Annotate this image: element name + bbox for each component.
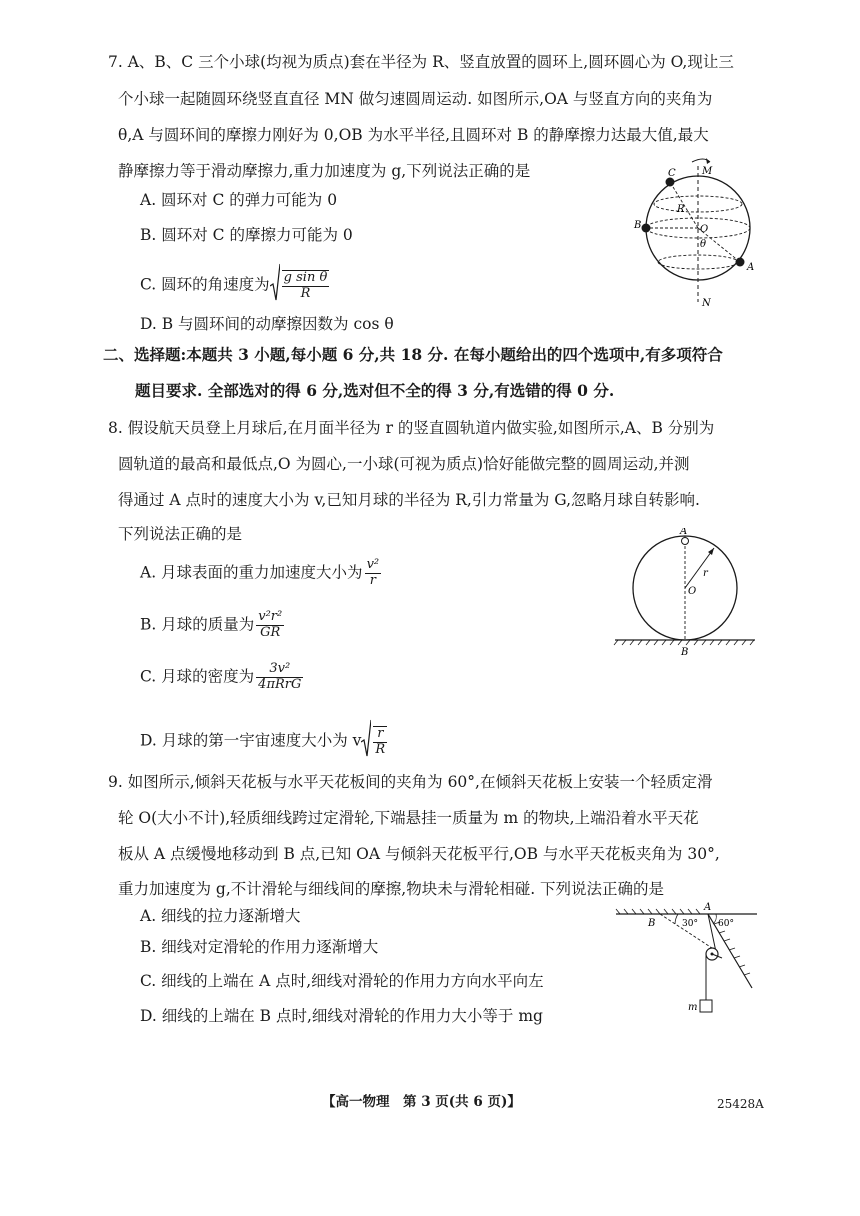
q8-label-o: O (688, 586, 697, 597)
q8-line-1: 8. 假设航天员登上月球后,在月面半径为 r 的竖直圆轨道内做实验,如图所示,A、B 分别为 (108, 419, 715, 437)
q7-option-c-denominator: R (300, 285, 311, 301)
section-2-heading-line-1: 二、选择题:本题共 3 小题,每小题 6 分,共 18 分. 在每小题给出的四个选项中,有多项符合 (103, 345, 723, 364)
q8-circle-track-figure (610, 528, 760, 658)
q8-line-2: 圆轨道的最高和最低点,O 为圆心,一小球(可视为质点)恰好能做完整的圆周运动,并测 (118, 455, 690, 473)
q8-option-b-numerator: v²r² (258, 609, 283, 624)
q7-label-c: C (668, 168, 676, 179)
page-footer-code: 25428A (717, 1097, 764, 1111)
q9-line-2: 轮 O(大小不计),轻质细线跨过定滑轮,下端悬挂一质量为 m 的物块,上端沿着水平天花 (118, 809, 699, 827)
q7-option-d: D. B 与圆环间的动摩擦因数为 cos θ (140, 315, 394, 333)
section-2-heading-line-2: 题目要求. 全部选对的得 6 分,选对但不全的得 3 分,有选错的得 0 分. (135, 381, 615, 400)
q8-line-3: 得通过 A 点时的速度大小为 v,已知月球的半径为 R,引力常量为 G,忽略月球自转影响. (118, 491, 700, 509)
q9-label-60-degrees: 60° (718, 919, 734, 929)
q7-label-a: A (747, 262, 755, 273)
q9-line-4: 重力加速度为 g,不计滑轮与细线间的摩擦,物块未与滑轮相碰. 下列说法正确的是 (118, 880, 665, 898)
q8-option-c (140, 662, 305, 693)
q7-sphere-figure (630, 152, 760, 312)
q7-option-c-numerator: g sin θ (283, 269, 328, 285)
q8-option-b-denominator: GR (260, 624, 281, 640)
q9-line-1: 9. 如图所示,倾斜天花板与水平天花板间的夹角为 60°,在倾斜天花板上安装一个轻质定滑 (108, 773, 713, 791)
q7-option-b: B. 圆环对 C 的摩擦力可能为 0 (140, 226, 353, 244)
q8-option-c-text: C. 月球的密度为 (140, 667, 255, 686)
q8-option-d-numerator: r (373, 727, 387, 743)
q9-option-a: A. 细线的拉力逐渐增大 (140, 907, 301, 925)
q7-label-theta: θ (700, 239, 707, 250)
q9-option-c: C. 细线的上端在 A 点时,细线对滑轮的作用力方向水平向左 (140, 972, 544, 990)
q7-label-m: M (702, 166, 713, 177)
q9-pulley-figure (612, 896, 762, 1026)
q8-option-a-numerator: v² (366, 557, 380, 572)
q7-line-2: 个小球一起随圆环绕竖直直径 MN 做匀速圆周运动. 如图所示,OA 与竖直方向的夹角为 (118, 90, 713, 108)
q8-option-d (140, 718, 389, 765)
q8-option-c-numerator: 3v² (256, 662, 303, 678)
q9-label-b: B (648, 918, 656, 929)
q7-line-3: θ,A 与圆环间的摩擦力刚好为 0,OB 为水平半径,且圆环对 B 的静摩擦力达最大值,最大 (118, 126, 709, 144)
q8-line-4: 下列说法正确的是 (118, 525, 243, 543)
q8-option-d-denominator: R (375, 741, 386, 757)
q7-label-r: R (677, 204, 685, 215)
q8-label-a: A (680, 528, 688, 537)
q8-option-b (140, 610, 286, 641)
page-footer-title: 【高一物理 第 3 页(共 6 页)】 (322, 1094, 521, 1110)
q7-label-o: O (700, 224, 709, 235)
q7-label-n: N (702, 298, 711, 309)
q9-label-30-degrees: 30° (682, 919, 698, 929)
q7-option-a: A. 圆环对 C 的弹力可能为 0 (140, 191, 338, 209)
q8-option-a-denominator: r (369, 572, 376, 588)
q7-label-b: B (634, 220, 642, 231)
q9-option-d: D. 细线的上端在 B 点时,细线对滑轮的作用力大小等于 mg (140, 1007, 543, 1025)
q9-label-a: A (704, 902, 712, 913)
q7-line-1: 7. A、B、C 三个小球(均视为质点)套在半径为 R、竖直放置的圆环上,圆环圆心为 O,现让三 (108, 53, 734, 71)
q8-option-c-denominator: 4πRrG (258, 676, 302, 692)
q7-line-4: 静摩擦力等于滑动摩擦力,重力加速度为 g,下列说法正确的是 (118, 162, 531, 180)
q8-option-a (140, 558, 383, 589)
q9-line-3: 板从 A 点缓慢地移动到 B 点,已知 OA 与倾斜天花板平行,OB 与水平天花板夹角为 30°, (118, 845, 720, 863)
sqrt-symbol (361, 718, 371, 765)
q8-option-d-text: D. 月球的第一宇宙速度大小为 v (140, 731, 362, 750)
q9-option-b: B. 细线对定滑轮的作用力逐渐增大 (140, 938, 379, 956)
sqrt-symbol (270, 262, 280, 309)
q8-option-b-text: B. 月球的质量为 (140, 615, 255, 634)
q9-label-m: m (688, 1002, 698, 1013)
q8-option-a-text: A. 月球表面的重力加速度大小为 (140, 563, 363, 582)
q7-option-c (140, 262, 331, 309)
q8-label-r: r (703, 568, 708, 579)
q7-option-c-text: C. 圆环的角速度为 (140, 275, 270, 294)
q8-label-b: B (681, 647, 689, 658)
